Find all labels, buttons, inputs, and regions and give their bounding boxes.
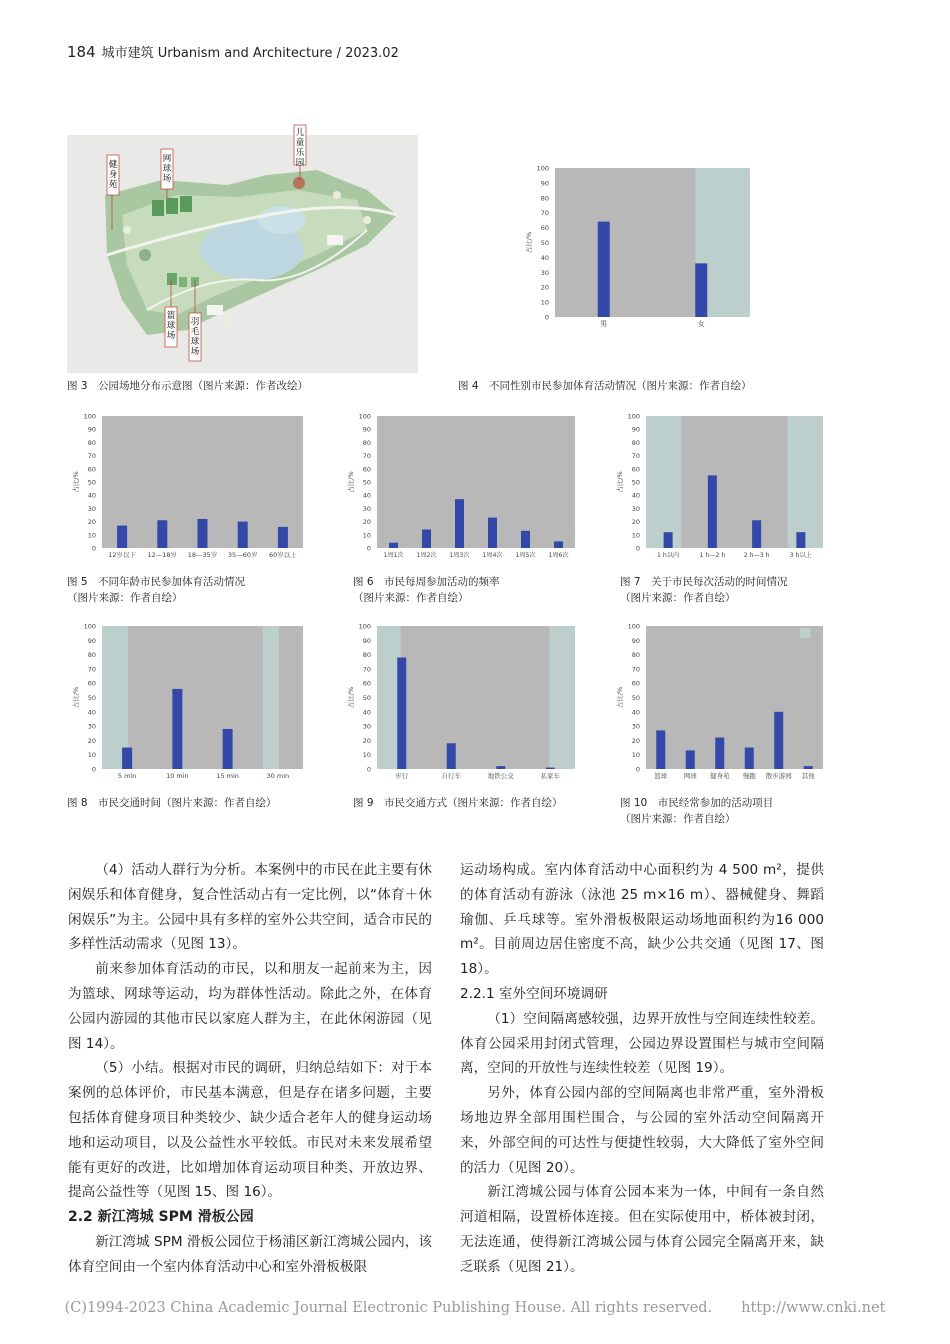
y-tick-label: 50: [362, 478, 371, 487]
y-tick-label: 50: [362, 694, 371, 702]
right-paragraph-2: （1）空间隔离感较强，边界开放性与空间连续性较差。体育公园采用封闭式管理，公园边界设置围栏与城市空间隔离，空间的开放性与连续性较差（见图 19）。: [460, 1010, 824, 1077]
chart-weekly-frequency: [345, 410, 590, 568]
y-tick-label: 100: [358, 412, 371, 421]
x-tick-label: 5 min: [117, 772, 137, 780]
bar: [198, 519, 208, 548]
y-tick-label: 50: [87, 478, 96, 487]
x-tick-label: 1周5次: [515, 552, 536, 559]
y-tick-label: 0: [366, 765, 371, 774]
plot-shade-band: [800, 628, 811, 638]
bar: [804, 766, 813, 769]
x-tick-label: 3 h以上: [789, 552, 812, 559]
y-tick-label: 100: [627, 412, 640, 421]
y-tick-label: 70: [362, 452, 371, 461]
y-tick-label: 0: [366, 544, 371, 553]
map-label-tennis: 网球场: [162, 154, 172, 184]
y-tick-label: 10: [87, 531, 96, 540]
y-tick-label: 100: [627, 622, 640, 631]
plot-shade-band: [263, 626, 279, 769]
right-paragraph-4: 新江湾城公园与体育公园本来为一体，中间有一条自然河道相隔，设置桥体连接。但在实际使用中，桥体被封闭，无法连通，使得新江湾城公园与体育公园完全隔离开来，缺乏联系（见图 21）。: [460, 1184, 824, 1275]
y-tick-label: 30: [87, 504, 96, 513]
park-map-illustration: [67, 128, 418, 373]
x-tick-label: 2 h—3 h: [743, 552, 770, 559]
y-tick-label: 0: [91, 765, 96, 774]
y-tick-label: 20: [631, 736, 640, 745]
y-tick-label: 60: [362, 679, 371, 688]
y-axis-label: 占比/%: [525, 231, 533, 254]
x-tick-label: 1周4次: [482, 552, 503, 559]
y-tick-label: 40: [87, 491, 96, 500]
y-tick-label: 80: [362, 651, 371, 660]
y-axis-label: 占比/%: [347, 686, 355, 709]
bar: [157, 520, 167, 548]
plot-shade-band: [377, 626, 401, 769]
y-tick-label: 60: [540, 224, 549, 233]
y-tick-label: 30: [631, 504, 640, 513]
x-tick-label: 其他: [801, 772, 815, 780]
x-tick-label: 网球: [683, 772, 697, 780]
y-tick-label: 80: [631, 651, 640, 660]
plot-area: [646, 626, 823, 769]
chart-gender: [515, 160, 760, 336]
y-tick-label: 100: [536, 164, 549, 173]
y-tick-label: 40: [87, 708, 96, 717]
bar: [695, 263, 707, 317]
map-label-badminton: 羽毛球场: [190, 317, 200, 357]
y-tick-label: 90: [631, 425, 640, 434]
y-tick-label: 60: [87, 679, 96, 688]
y-tick-label: 60: [631, 679, 640, 688]
y-tick-label: 80: [540, 194, 549, 203]
bar: [223, 729, 233, 769]
plot-area: [377, 626, 575, 769]
x-tick-label: 10 min: [166, 772, 189, 780]
bar: [455, 499, 464, 548]
bar: [422, 530, 431, 548]
y-tick-label: 50: [631, 478, 640, 487]
chart-travel-mode: [345, 618, 590, 783]
y-tick-label: 30: [362, 722, 371, 731]
page-number: 184: [67, 43, 96, 61]
y-tick-label: 70: [631, 452, 640, 461]
bar: [447, 743, 456, 769]
section-heading-2-2-1: 2.2.1 室外空间环境调研: [460, 985, 608, 1002]
x-tick-label: 1 h以内: [657, 552, 680, 559]
y-tick-label: 0: [635, 765, 640, 774]
y-tick-label: 30: [631, 722, 640, 731]
y-tick-label: 20: [87, 736, 96, 745]
bar: [796, 532, 805, 548]
y-tick-label: 50: [87, 694, 96, 702]
bar: [664, 532, 673, 548]
y-tick-label: 90: [362, 636, 371, 645]
y-tick-label: 80: [631, 438, 640, 447]
y-tick-label: 70: [87, 452, 96, 461]
plot-shade-band: [549, 626, 575, 769]
y-tick-label: 100: [83, 622, 96, 631]
caption-fig10-line2: （图片来源：作者自绘）: [620, 813, 736, 825]
right-text-column: [460, 858, 824, 1280]
caption-fig4: 图 4 不同性别市民参加体育活动情况（图片来源：作者自绘）: [458, 380, 752, 392]
x-tick-label: 1 h—2 h: [699, 552, 726, 559]
y-tick-label: 70: [362, 665, 371, 674]
y-axis-label: 占比/%: [616, 471, 624, 493]
park-map-figure: [67, 128, 418, 373]
x-tick-label: 35—60岁: [227, 551, 258, 559]
left-paragraph-3: （5）小结。根据对市民的调研，归纳总结如下：对于本案例的总体评价，市民基本满意，但是存在诸多问题，主要包括体育健身项目种类较少、缺少适合老年人的健身运动场地和运动项目，以及公益性水平较低。市民对未来发展希望能有更好的改进，比如增加体育运动项目种类、开放边界、提高公益性等（见图 15、图 16）。: [68, 1060, 432, 1201]
plot-shade-band: [102, 626, 128, 769]
map-label-basketball: 篮球场: [166, 311, 176, 341]
chart-activities: [610, 618, 835, 783]
map-label-playground: 儿童乐园: [295, 128, 305, 168]
x-tick-label: 12—18岁: [147, 551, 178, 559]
y-tick-label: 90: [87, 425, 96, 434]
y-tick-label: 80: [87, 438, 96, 447]
y-tick-label: 70: [631, 665, 640, 674]
bar: [554, 541, 563, 548]
plot-shade-band: [788, 416, 823, 548]
x-tick-label: 1周3次: [449, 552, 470, 559]
y-tick-label: 70: [87, 665, 96, 674]
y-tick-label: 40: [362, 708, 371, 717]
y-tick-label: 40: [631, 491, 640, 500]
journal-name: 城市建筑 Urbanism and Architecture / 2023.02: [101, 46, 399, 61]
bar: [389, 543, 398, 548]
map-label-fitness: 健身苑: [108, 160, 118, 190]
y-tick-label: 60: [362, 465, 371, 474]
plot-area: [377, 416, 575, 548]
y-tick-label: 100: [83, 412, 96, 421]
chart-session-duration: [610, 410, 835, 568]
x-tick-label: 私家车: [540, 772, 560, 780]
y-tick-label: 10: [540, 298, 549, 307]
y-tick-label: 40: [362, 491, 371, 500]
caption-fig7-line2: （图片来源：作者自绘）: [620, 592, 736, 604]
caption-fig10: [620, 795, 773, 827]
caption-fig6: [353, 574, 500, 606]
bar: [521, 531, 530, 548]
caption-fig6-line2: （图片来源：作者自绘）: [353, 592, 469, 604]
x-tick-label: 自行车: [441, 772, 461, 780]
bar: [745, 748, 754, 769]
x-tick-label: 篮球: [654, 772, 668, 780]
y-axis-label: 占比/%: [347, 471, 355, 493]
y-tick-label: 0: [544, 313, 549, 322]
bar: [774, 712, 783, 769]
x-tick-label: 地铁公交: [487, 772, 514, 780]
caption-fig3: 图 3 公园场地分布示意图（图片来源：作者改绘）: [67, 380, 309, 392]
caption-fig10-line1: 图 10 市民经常参加的活动项目: [620, 797, 774, 809]
bar: [686, 750, 695, 769]
x-tick-label: 男: [600, 320, 608, 328]
y-tick-label: 20: [631, 518, 640, 527]
y-tick-label: 60: [631, 465, 640, 474]
bar: [172, 689, 182, 769]
section-heading-2-2: 2.2 新江湾城 SPM 滑板公园: [68, 1209, 254, 1226]
chart-travel-time: [66, 618, 316, 783]
x-tick-label: 1周2次: [416, 552, 437, 559]
caption-fig7-line1: 图 7 关于市民每次活动的时间情况: [620, 576, 788, 588]
x-tick-label: 30 min: [266, 772, 290, 780]
bar: [708, 475, 717, 548]
y-tick-label: 90: [362, 425, 371, 434]
x-tick-label: 12岁以下: [108, 551, 136, 559]
caption-fig5-line2: （图片来源：作者自绘）: [67, 592, 183, 604]
y-tick-label: 60: [87, 465, 96, 474]
bar: [122, 748, 132, 769]
y-tick-label: 10: [631, 751, 640, 760]
chart-age: [66, 410, 316, 568]
y-tick-label: 90: [631, 636, 640, 645]
y-tick-label: 20: [362, 518, 371, 527]
x-tick-label: 60岁以上: [269, 551, 297, 559]
x-tick-label: 健身苑: [710, 772, 730, 780]
y-tick-label: 40: [540, 253, 549, 262]
y-tick-label: 10: [362, 751, 371, 760]
y-tick-label: 100: [358, 622, 371, 631]
x-tick-label: 慢跑: [742, 772, 756, 780]
y-axis-label: 占比/%: [616, 686, 624, 709]
bar: [656, 730, 665, 769]
bar: [598, 222, 610, 317]
y-tick-label: 50: [540, 239, 549, 247]
caption-fig8: 图 8 市民交通时间（图片来源：作者自绘）: [67, 797, 277, 809]
y-tick-label: 20: [540, 283, 549, 292]
bar: [488, 518, 497, 548]
bar: [752, 520, 761, 548]
x-tick-label: 1周6次: [548, 552, 569, 559]
y-tick-label: 50: [631, 694, 640, 702]
y-tick-label: 10: [87, 751, 96, 760]
y-tick-label: 40: [631, 708, 640, 717]
y-tick-label: 70: [540, 209, 549, 218]
right-paragraph-1: 运动场构成。室内体育活动中心面积约为 4 500 m²，提供的体育活动有游泳（泳池 25 m×16 m）、器械健身、舞蹈瑜伽、乒乓球等。室外滑板极限运动场地面积约为16 000 m²。目前周边居住密度不高，缺少公共交通（见图 17、图 18）。: [460, 862, 824, 978]
bar: [546, 768, 555, 769]
right-paragraph-3: 另外，体育公园内部的空间隔离也非常严重，室外滑板场地边界全部用围栏围合，与公园的室外活动空间隔离开来，外部空间的可达性与便捷性较弱，大大降低了室外空间的活力（见图 20）。: [460, 1085, 824, 1176]
y-tick-label: 30: [362, 504, 371, 513]
x-tick-label: 1周1次: [383, 552, 404, 559]
bar: [117, 526, 127, 548]
y-tick-label: 0: [635, 544, 640, 553]
y-tick-label: 20: [362, 736, 371, 745]
y-tick-label: 10: [362, 531, 371, 540]
copyright-footer: (C)1994-2023 China Academic Journal Electronic Publishing House. All rights reserved. http://www.cnki.net: [64, 1300, 886, 1316]
caption-fig7: [620, 574, 788, 606]
y-tick-label: 80: [87, 651, 96, 660]
x-tick-label: 步行: [395, 772, 409, 780]
left-text-column: [68, 858, 432, 1280]
caption-fig9: 图 9 市民交通方式（图片来源：作者自绘）: [353, 797, 563, 809]
x-tick-label: 18—35岁: [187, 551, 218, 559]
y-axis-label: 占比/%: [72, 686, 80, 709]
y-tick-label: 30: [540, 268, 549, 277]
x-tick-label: 女: [697, 320, 705, 328]
y-tick-label: 0: [91, 544, 96, 553]
left-paragraph-1: （4）活动人群行为分析。本案例中的市民在此主要有休闲娱乐和体育健身，复合性活动占有一定比例，以“体育＋休闲娱乐”为主。公园中具有多样的室外公共空间，适合市民的多样性活动需求（见图 13）。: [68, 862, 432, 953]
y-tick-label: 30: [87, 722, 96, 731]
x-tick-label: 15 min: [216, 772, 239, 780]
y-axis-label: 占比/%: [72, 471, 80, 493]
caption-fig5-line1: 图 5 不同年龄市民参加体育活动情况: [67, 576, 246, 588]
plot-shade-band: [646, 416, 681, 548]
left-paragraph-4: 新江湾城 SPM 滑板公园位于杨浦区新江湾城公园内，该体育空间由一个室内体育活动中心和室外滑板极限: [68, 1233, 432, 1275]
y-tick-label: 20: [87, 518, 96, 527]
bar: [238, 522, 248, 548]
bar: [715, 738, 724, 769]
bar: [496, 766, 505, 769]
left-paragraph-2: 前来参加体育活动的市民，以和朋友一起前来为主，因为篮球、网球等运动，均为群体性活动。除此之外，在体育公园内游园的其他市民以家庭人群为主，在此休闲游园（见图 14）。: [68, 961, 432, 1052]
y-tick-label: 90: [87, 636, 96, 645]
running-header: [67, 42, 399, 61]
caption-fig6-line1: 图 6 市民每周参加活动的频率: [353, 576, 500, 588]
y-tick-label: 90: [540, 179, 549, 188]
caption-fig5: [67, 574, 245, 606]
bar: [397, 657, 406, 769]
y-tick-label: 10: [631, 531, 640, 540]
bar: [278, 527, 288, 548]
x-tick-label: 散步游园: [765, 772, 792, 780]
y-tick-label: 80: [362, 438, 371, 447]
